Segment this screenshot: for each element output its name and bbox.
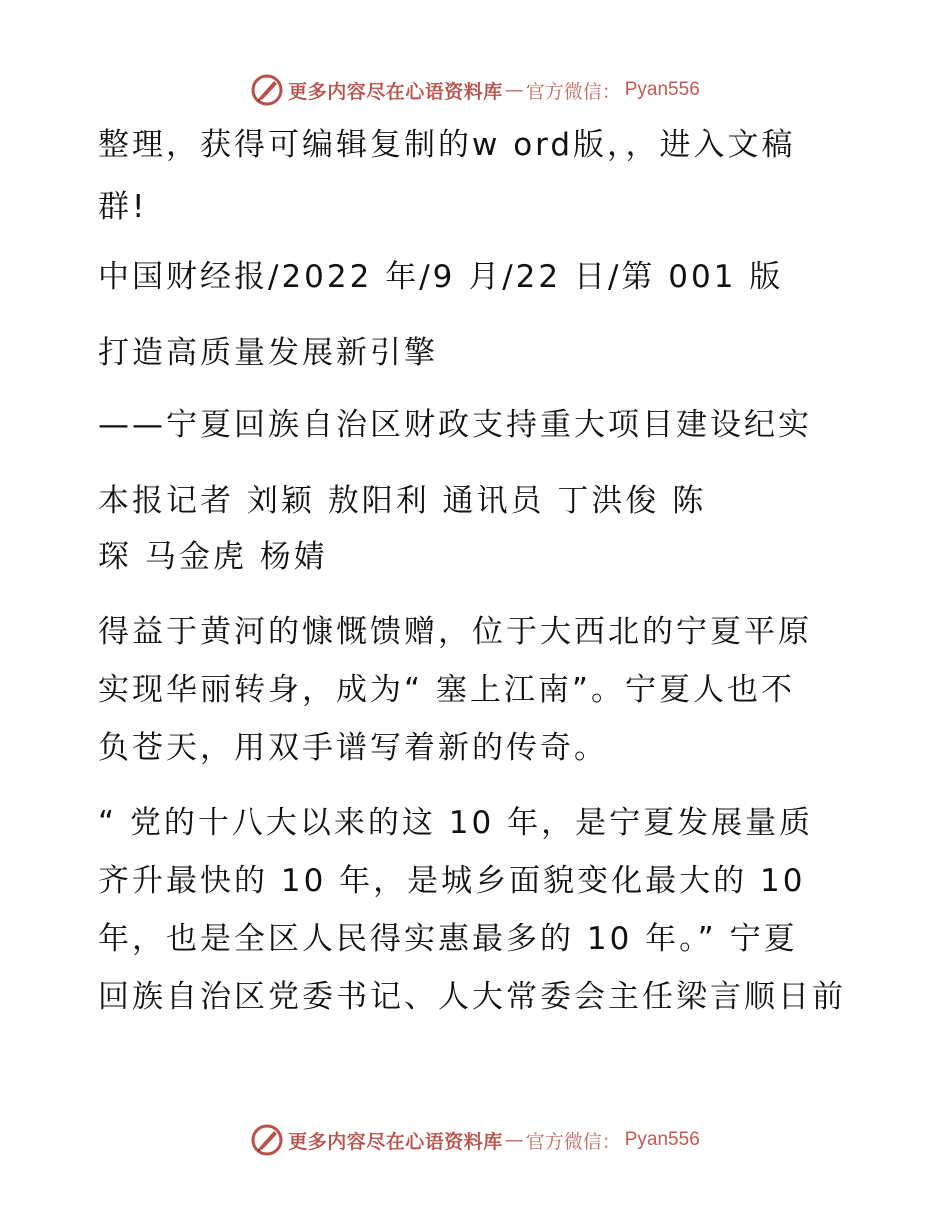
banner-dash: — xyxy=(504,79,524,101)
banner-text: 更多内容尽在心语资料库 xyxy=(288,80,503,103)
byline: 琛 马金虎 杨婧 xyxy=(98,539,328,575)
paragraph-line: 实现华丽转身，成为“ 塞上江南”。宁夏人也不 xyxy=(98,672,795,708)
paragraph-line: “ 党的十八大以来的这 10 年，是宁夏发展量质 xyxy=(98,805,814,841)
footer-banner xyxy=(0,1120,950,1160)
quill-pen-logo-icon xyxy=(250,73,284,107)
quill-pen-logo-icon xyxy=(250,1123,284,1157)
banner-wechat-id: Pyan556 xyxy=(624,79,700,100)
byline: 本报记者 刘颖 敖阳利 通讯员 丁洪俊 陈 xyxy=(98,483,707,519)
text-line: 整理，获得可编辑复制的w ord版，，进入文稿 xyxy=(98,127,796,163)
header-banner xyxy=(0,70,950,110)
banner-dash: — xyxy=(504,1129,524,1151)
paragraph-line: 齐升最快的 10 年，是城乡面貌变化最大的 10 xyxy=(98,863,806,899)
paragraph-line: 回族自治区党委书记、人大常委会主任梁言顺日前 xyxy=(98,979,846,1015)
banner-wechat-id: Pyan556 xyxy=(624,1129,700,1150)
paragraph-line: 年，也是全区人民得实惠最多的 10 年。” 宁夏 xyxy=(98,921,798,957)
paragraph-line: 负苍天，用双手谱写着新的传奇。 xyxy=(98,730,608,766)
banner-wechat-label: 官方微信： xyxy=(525,80,621,103)
article-subtitle: ——宁夏回族自治区财政支持重大项目建设纪实 xyxy=(98,407,812,443)
text-line: 群! xyxy=(98,189,148,225)
banner-wechat-label: 官方微信： xyxy=(525,1130,621,1153)
article-title: 打造高质量发展新引擎 xyxy=(98,335,438,371)
doc-source-line: 中国财经报/2022 年/9 月/22 日/第 001 版 xyxy=(98,259,784,295)
banner-text: 更多内容尽在心语资料库 xyxy=(288,1130,503,1153)
paragraph-line: 得益于黄河的慷慨馈赠，位于大西北的宁夏平原 xyxy=(98,614,812,650)
